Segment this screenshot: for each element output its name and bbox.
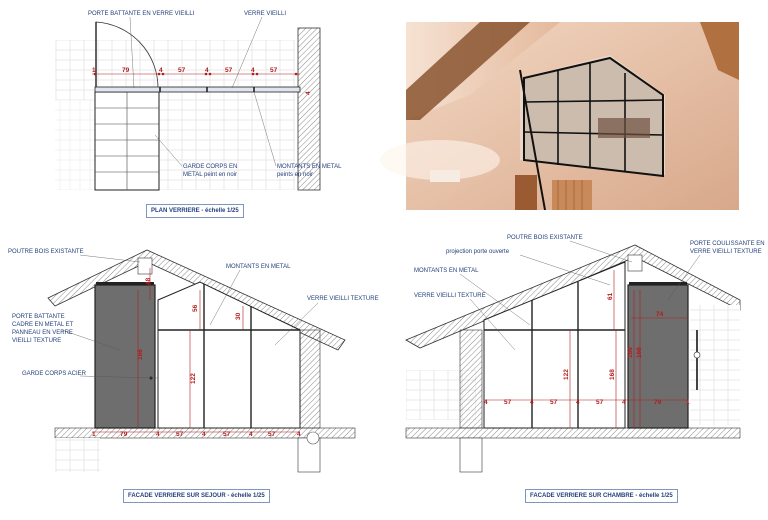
chambre-label-mont: MONTANTS EN METAL xyxy=(414,268,479,274)
chambre-dim-4b: 4 xyxy=(530,399,534,406)
plan-label-mont-2: peints en noir xyxy=(277,172,314,178)
sejour-elevation xyxy=(8,249,379,472)
plan-label-door: PORTE BATTANTE EN VERRE VIEILLI xyxy=(88,11,195,17)
chambre-dim-166b: 166 xyxy=(636,347,643,358)
sejour-dim-30: 30 xyxy=(235,312,242,320)
plan-dim-4a: 4 xyxy=(159,67,163,74)
chambre-dim-4a: 4 xyxy=(484,399,488,406)
sejour-dim-4c: 4 xyxy=(249,431,253,438)
plan-glazing xyxy=(95,87,300,92)
plan-guard-block xyxy=(95,92,159,190)
sejour-label-door-4: VIEILLI TEXTURE xyxy=(12,338,62,344)
sejour-label-door-3: PANNEAU EN VERRE xyxy=(12,330,73,336)
sejour-glazing xyxy=(158,282,300,428)
sejour-dim-4a: 4 xyxy=(156,431,160,438)
chambre-caption: FACADE VERRIERE SUR CHAMBRE - échelle 1/25 xyxy=(525,489,678,503)
sejour-dim-122: 122 xyxy=(190,373,197,384)
chambre-label-glass: VERRE VIEILLI TEXTURE xyxy=(414,293,486,299)
sejour-label-mont: MONTANTS EN METAL xyxy=(226,264,291,270)
chambre-label-door-1: PORTE COULISSANTE EN xyxy=(690,241,765,247)
plan-drawing xyxy=(55,11,342,190)
sejour-door xyxy=(95,285,155,428)
chambre-dim-61: 61 xyxy=(607,292,614,300)
sejour-dim-57b: 57 xyxy=(223,431,231,438)
sejour-label-door-1: PORTE BATTANTE xyxy=(12,314,65,320)
sejour-caption: FACADE VERRIERE SUR SEJOUR - échelle 1/25 xyxy=(123,489,270,503)
chambre-dim-4c: 4 xyxy=(576,399,580,406)
chambre-dim-57a: 57 xyxy=(504,399,512,406)
chambre-dim-122b: 168 xyxy=(609,369,616,380)
plan-label-guard-1: GARDE CORPS EN xyxy=(183,164,238,170)
chambre-dim-4d: 4 xyxy=(622,399,626,406)
chambre-dim-79: 79 xyxy=(654,399,662,406)
plan-label-glass: VERRE VIEILLI xyxy=(244,11,287,17)
plan-dim-57b: 57 xyxy=(225,67,233,74)
sejour-dim-4b: 4 xyxy=(202,431,206,438)
plan-dim-4c: 4 xyxy=(251,67,255,74)
plan-dim-57a: 57 xyxy=(178,67,186,74)
sejour-dim-48: 48 xyxy=(145,277,152,285)
chambre-label-door-2: VERRE VIEILLI TEXTURE xyxy=(690,249,762,255)
sejour-dim-57c: 57 xyxy=(268,431,276,438)
sejour-dim-79: 79 xyxy=(120,431,128,438)
sejour-label-beam: POUTRE BOIS EXISTANTE xyxy=(8,249,84,255)
chambre-dim-74: 74 xyxy=(656,311,664,318)
plan-dim-4b: 4 xyxy=(205,67,209,74)
plan-dim-4d: 4 xyxy=(305,91,312,95)
plan-caption: PLAN VERRIERE - échelle 1/25 xyxy=(146,204,244,218)
sejour-dim-1: 1 xyxy=(92,431,96,438)
chambre-floor xyxy=(406,428,740,438)
chambre-dim-166a: 166 xyxy=(627,347,634,358)
sejour-dim-4d: 4 xyxy=(297,431,301,438)
plan-dim-57c: 57 xyxy=(270,67,278,74)
sejour-label-glass: VERRE VIEILLI TEXTURE xyxy=(307,296,379,302)
plan-dim-1: 1 xyxy=(92,67,96,74)
chambre-label-beam: POUTRE BOIS EXISTANTE xyxy=(507,235,583,241)
plan-left-zone xyxy=(55,100,95,190)
chambre-dim-122a: 122 xyxy=(563,369,570,380)
sejour-dim-56: 56 xyxy=(192,304,199,312)
plan-label-mont-1: MONTANTS EN METAL xyxy=(277,164,342,170)
chambre-elevation xyxy=(406,235,765,472)
chambre-dim-1: 1 xyxy=(686,399,690,406)
render-photo xyxy=(380,22,739,210)
sejour-dim-166: 166 xyxy=(137,349,144,360)
chambre-label-proj: projection porte ouverte xyxy=(446,249,510,255)
sejour-dim-57a: 57 xyxy=(176,431,184,438)
plan-dim-79: 79 xyxy=(122,67,130,74)
sejour-label-door-2: CADRE EN METAL ET xyxy=(12,322,74,328)
chambre-dim-57c: 57 xyxy=(596,399,604,406)
sejour-label-guard: GARDE CORPS ACIER xyxy=(22,371,87,377)
plan-label-guard-2: METAL peint en noir xyxy=(183,172,238,178)
chambre-dim-57b: 57 xyxy=(550,399,558,406)
